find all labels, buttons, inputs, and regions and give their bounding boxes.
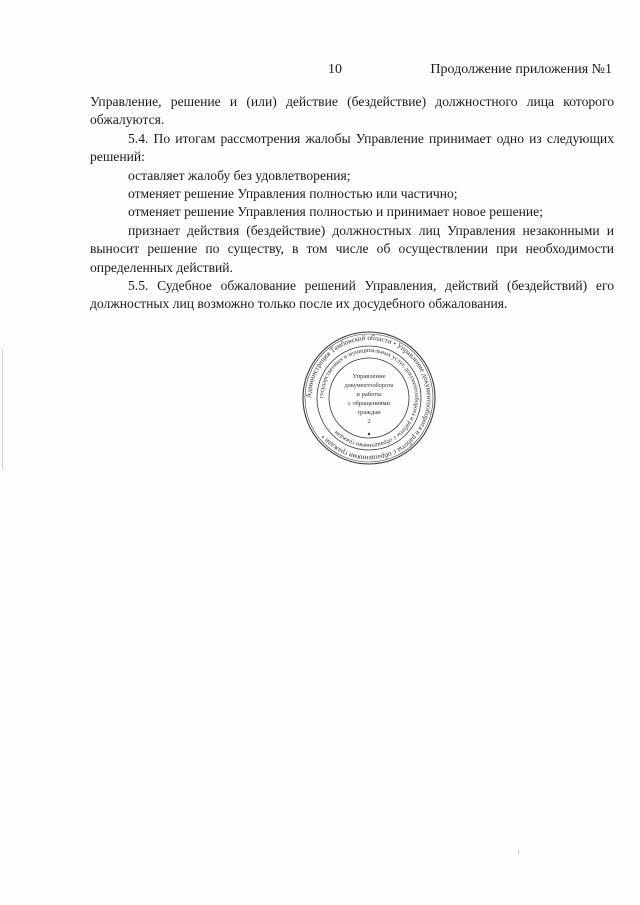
page-number: 10 xyxy=(328,62,342,77)
scan-edge-artifact xyxy=(2,350,3,470)
document-body xyxy=(90,93,614,314)
paragraph-5-5: 5.5. Судебное обжалование решений Управления, действий (бездействий) его должностных лиц возможно только после их досудебного обжалования. xyxy=(90,278,614,312)
seal-center-line-5: граждан xyxy=(357,409,381,416)
seal-center-line-4: с обращениями xyxy=(348,400,390,407)
seal-graphic xyxy=(301,330,437,466)
seal-outer-ring-text: Администрация Тамбовской области • Управление документооборота и работы с обращениями граждан • xyxy=(304,333,434,463)
seal-inner-ring-text: государственных и муниципальных услуг, документооборота и работы с обращениями граждан xyxy=(317,346,421,450)
official-seal-stamp xyxy=(301,330,437,466)
appendix-continuation-label: Продолжение приложения №1 xyxy=(430,62,612,77)
scan-dot-artifact xyxy=(518,850,519,855)
seal-center-line-1: Управление xyxy=(352,373,386,380)
decision-option-unlawful: признает действия (бездействие) должностных лиц Управления незаконными и выносит решение по существу, в том числе об осуществлении при необходимости определенных действий. xyxy=(90,222,614,275)
seal-star-dot xyxy=(368,433,370,435)
page-header xyxy=(90,62,612,80)
decision-option-cancel-partial: отменяет решение Управления полностью или частично; xyxy=(128,186,458,202)
seal-center-line-6: 2 xyxy=(367,418,371,425)
paragraph-appeal-subject: Управление, решение и (или) действие (бездействие) должностного лица которого обжалуются. xyxy=(90,94,614,128)
seal-center-line-3: и работы xyxy=(356,391,382,398)
paragraph-5-4: 5.4. По итогам рассмотрения жалобы Управление принимает одно из следующих решений: xyxy=(90,130,614,165)
decision-option-reject: оставляет жалобу без удовлетворения; xyxy=(128,167,351,183)
seal-center-line-2: документооборота xyxy=(344,382,394,389)
decision-option-cancel-new: отменяет решение Управления полностью и принимает новое решение; xyxy=(128,204,543,220)
